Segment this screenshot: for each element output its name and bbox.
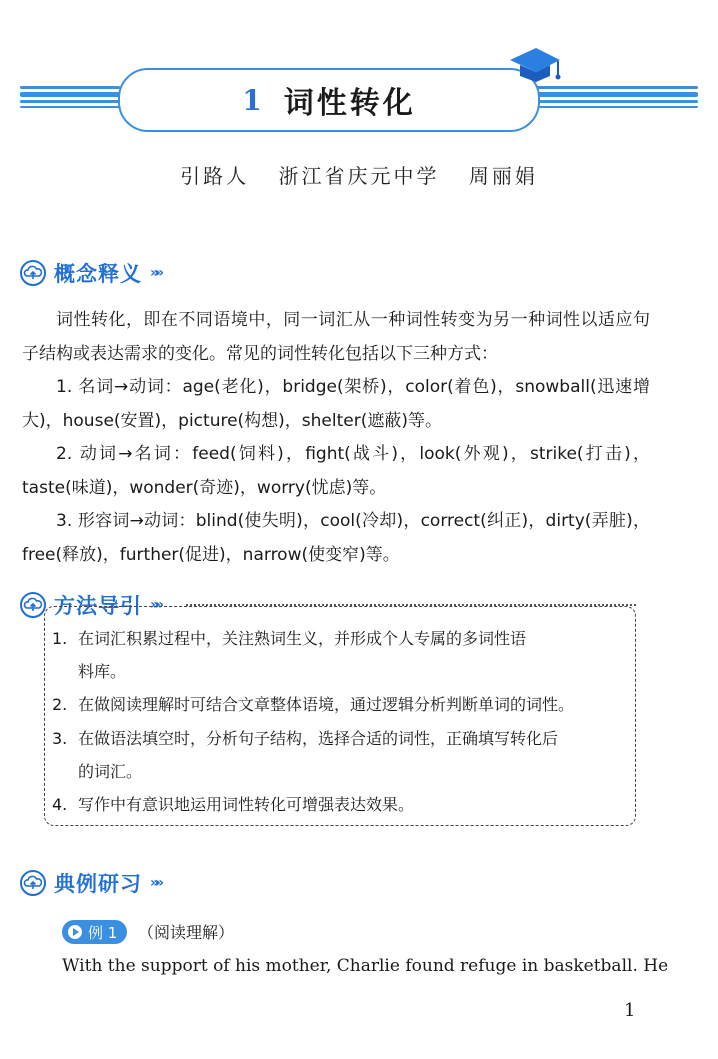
section-concept-heading	[20, 258, 160, 288]
example-tag: （阅读理解）	[138, 923, 235, 942]
chapter-title-box	[118, 68, 540, 132]
concept-item: 2. 动词→名词：feed(饲料)，fight(战斗)，look(外观)，strike(打击)，taste(味道)，wonder(奇迹)，worry(忧虑)等。	[22, 444, 650, 498]
method-item-text: 料库。	[78, 662, 127, 681]
section-title: 方法导引	[54, 594, 142, 618]
example-badge-label: 例 1	[88, 923, 118, 942]
method-item-number: 2.	[52, 695, 68, 714]
section-title: 概念释义	[54, 262, 142, 286]
method-item-number: 3.	[52, 729, 68, 748]
concept-intro: 词性转化，即在不同语境中，同一词汇从一种词性转变为另一种词性以适应句子结构或表达需求的变化。常见的词性转化包括以下三种方式：	[22, 310, 650, 364]
method-item	[52, 688, 630, 721]
author-line	[0, 160, 718, 189]
concept-body	[22, 304, 650, 572]
chapter-title: 词性转化	[283, 86, 416, 121]
cloud-upload-icon	[20, 260, 46, 286]
cloud-upload-icon	[20, 870, 46, 896]
concept-item: 3. 形容词→动词：blind(使失明)，cool(冷却)，correct(纠正)，dirty(弄脏)，free(释放)，further(促进)，narrow(使变窄)等。	[22, 511, 650, 565]
section-title: 典例研习	[54, 872, 142, 896]
author-school: 浙江省庆元中学	[278, 164, 440, 188]
author-role: 引路人	[180, 164, 250, 188]
play-icon	[68, 925, 82, 939]
example-text: With the support of his mother, Charlie found refuge in basketball. He	[62, 956, 669, 976]
method-item-text: 在做阅读理解时可结合文章整体语境，通过逻辑分析判断单词的词性。	[78, 695, 575, 714]
example-badge	[62, 920, 127, 944]
method-item-text: 在做语法填空时，分析句子结构，选择合适的词性，正确填写转化后	[78, 729, 559, 748]
section-examples-heading	[20, 868, 160, 898]
method-item	[52, 622, 630, 688]
method-item	[52, 722, 630, 788]
graduation-cap-icon	[506, 46, 562, 86]
method-item-text: 在词汇积累过程中，关注熟词生义，并形成个人专属的多词性语	[78, 629, 527, 648]
method-item	[52, 788, 630, 821]
double-chevron-icon: »»	[150, 875, 161, 891]
double-chevron-icon: »»	[150, 597, 161, 613]
method-item-text: 写作中有意识地运用词性转化可增强表达效果。	[78, 795, 415, 814]
chapter-number: 1	[242, 83, 262, 117]
title-stripes-left	[20, 86, 120, 108]
double-chevron-icon: »»	[150, 265, 161, 281]
concept-item: 1. 名词→动词：age(老化)，bridge(架桥)，color(着色)，snowball(迅速增大)，house(安置)，picture(构想)，shelter(遮蔽)等。	[22, 377, 650, 431]
method-item-number: 4.	[52, 795, 68, 814]
method-item-number: 1.	[52, 629, 68, 648]
method-item-text: 的词汇。	[78, 762, 143, 781]
page-number: 1	[624, 1000, 636, 1021]
title-stripes-right	[534, 86, 698, 108]
author-name: 周丽娟	[468, 164, 538, 188]
cloud-upload-icon	[20, 592, 46, 618]
